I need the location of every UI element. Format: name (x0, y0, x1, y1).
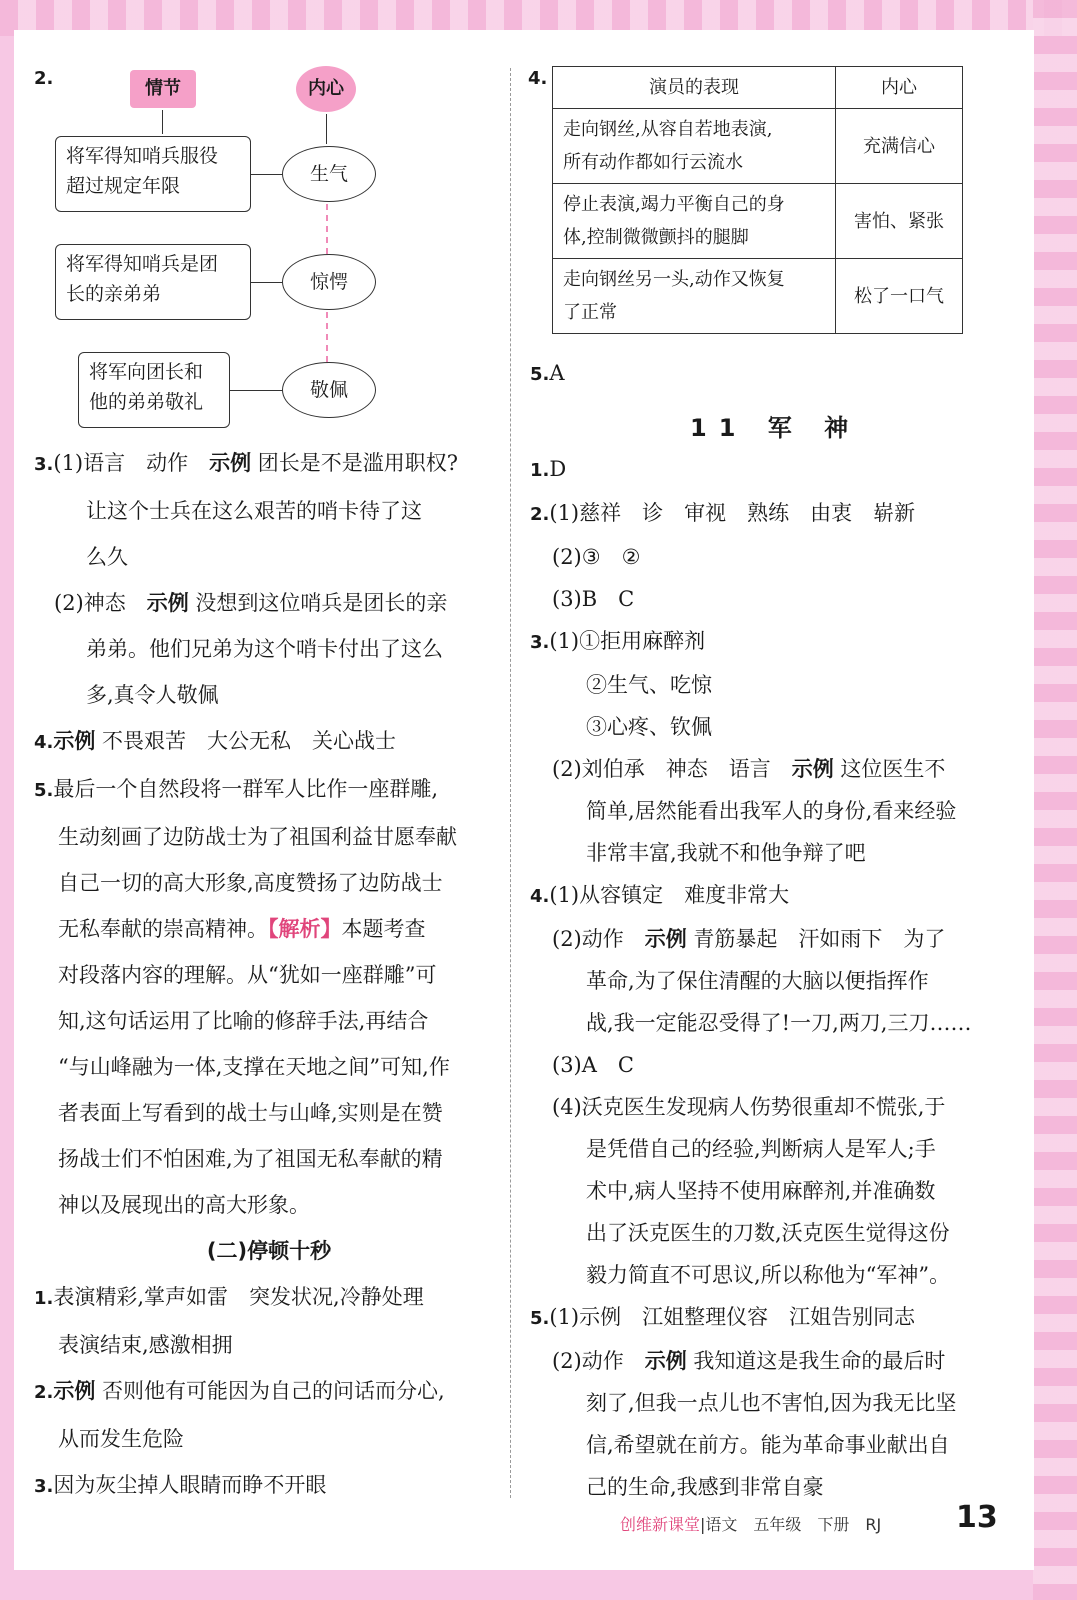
answer-line (530, 748, 1000, 790)
diagram-feeling-oval: 敬佩 (282, 362, 376, 418)
answer-line (530, 1254, 1000, 1296)
cell-text: 走向钢丝,从容自若地表演, (563, 119, 773, 140)
cell-text: 体,控制微微颤抖的腿脚 (563, 227, 749, 248)
question-number: 1. (34, 1288, 54, 1309)
diagram-connector (251, 282, 283, 283)
diagram-connector (230, 390, 283, 391)
answer-line (34, 626, 504, 672)
answer-text: 革命,为了保住清醒的大脑以便指挥作 (586, 969, 929, 993)
answer-text: 己的生命,我感到非常自豪 (586, 1475, 824, 1499)
answer-text: 么久 (86, 545, 128, 569)
answer-text: 生动刻画了边防战士为了祖国利益甘愿奉献 (58, 825, 457, 849)
answer-line (34, 440, 504, 488)
answer-text: 毅力简直不可思议,所以称他为“军神”。 (586, 1263, 951, 1287)
answer-line (530, 1002, 1000, 1044)
example-label: 示例 (53, 729, 96, 753)
answer-line (34, 1182, 504, 1228)
diagram-dashed-connector (326, 204, 328, 254)
answer-text: 对段落内容的理解。从“犹如一座群雕”可 (58, 963, 437, 987)
answer-line (34, 1322, 504, 1368)
answer-text: 没想到这位哨兵是团长的亲 (188, 591, 448, 615)
answer-line (530, 1212, 1000, 1254)
answer-text: 战,我一定能忍受得了!一刀,两刀,三刀…… (586, 1011, 972, 1035)
diagram-plot-text: 将军向团长和 (89, 361, 204, 383)
answer-text: (3)B C (552, 587, 635, 611)
question-number: 5. (34, 780, 54, 801)
table-header: 演员的表现 (553, 67, 836, 109)
answer-text: 团长是不是滥用职权? (251, 451, 459, 475)
section-title: (二)停顿十秒 (206, 1239, 332, 1263)
answer-text: 信,希望就在前方。能为革命事业献出自 (586, 1433, 950, 1457)
diagram-connector (326, 114, 327, 144)
answer-text: (1)语言 动作 (53, 451, 210, 475)
answer-text: “与山峰融为一体,支撑在天地之间”可知,作 (58, 1055, 450, 1079)
footer-info: |语文 五年级 下册 RJ (700, 1515, 882, 1534)
answer-text: 从而发生危险 (58, 1427, 184, 1451)
analysis-label: 【解析】 (268, 917, 342, 941)
answer-text: (1)慈祥 诊 审视 熟练 由衷 崭新 (549, 501, 916, 525)
answer-text: 因为灰尘掉人眼睛而睁不开眼 (53, 1473, 327, 1497)
answer-text: (2)动作 (552, 1349, 645, 1373)
answer-text: 表演结束,感激相拥 (58, 1333, 233, 1357)
table-cell (553, 259, 836, 334)
diagram-tag-heart: 内心 (296, 66, 356, 112)
answer-text: 表演精彩,掌声如雷 突发状况,冷静处理 (53, 1285, 424, 1309)
diagram-connector (251, 174, 283, 175)
diagram-plot-text: 将军得知哨兵是团 (66, 253, 219, 275)
table-row (553, 259, 963, 334)
answer-line (530, 1382, 1000, 1424)
question-number: 4. (528, 68, 548, 89)
answer-text: 简单,居然能看出我军人的身份,看来经验 (586, 799, 957, 823)
answer-line (530, 448, 1000, 492)
table-cell (553, 184, 836, 259)
answer-text: 出了沃克医生的刀数,沃克医生觉得这份 (586, 1221, 950, 1245)
answer-line (34, 1462, 504, 1510)
example-label: 示例 (644, 1349, 687, 1373)
answer-line (34, 814, 504, 860)
answer-line (530, 960, 1000, 1002)
answer-line (34, 952, 504, 998)
diagram-tag-plot: 情节 (130, 70, 196, 108)
question-number: 4. (530, 886, 550, 907)
question-number: 3. (34, 454, 54, 475)
decorative-border-right (1033, 0, 1077, 1600)
answer-text: (2)神态 (54, 591, 147, 615)
answer-line (34, 1274, 504, 1322)
table-cell (553, 109, 836, 184)
answer-text: (3)A C (552, 1053, 634, 1077)
answer-line (34, 860, 504, 906)
answer-text: D (549, 457, 567, 481)
answer-text: 扬战士们不怕困难,为了祖国无私奉献的精 (58, 1147, 443, 1171)
answer-text: 多,真令人敬佩 (86, 683, 219, 707)
answer-line (34, 1044, 504, 1090)
answer-line (530, 832, 1000, 874)
diagram-feeling-oval: 惊愕 (282, 254, 376, 310)
answer-text: 让这个士兵在这么艰苦的哨卡待了这 (86, 499, 422, 523)
answer-line (34, 534, 504, 580)
diagram-plot-text: 长的亲弟弟 (66, 283, 162, 305)
table-header-row (553, 67, 963, 109)
answer-text: ②生气、吃惊 (586, 673, 712, 697)
answer-line (530, 1340, 1000, 1382)
answer-text: 者表面上写看到的战士与山峰,实则是在赞 (58, 1101, 443, 1125)
answer-line (530, 790, 1000, 832)
diagram-dashed-connector (326, 312, 328, 362)
question-number: 4. (34, 732, 54, 753)
diagram-plot-box (55, 244, 251, 320)
cell-text: 走向钢丝另一头,动作又恢复 (563, 269, 785, 290)
answer-line (34, 718, 504, 766)
example-label: 示例 (146, 591, 189, 615)
answer-line (530, 1466, 1000, 1508)
cell-text: 了正常 (563, 302, 617, 323)
question-number: 1. (530, 460, 550, 481)
table-row (553, 109, 963, 184)
answer-line (530, 1086, 1000, 1128)
diagram-connector (162, 110, 163, 134)
diagram-plot-box (55, 136, 251, 212)
question-number: 2. (34, 1382, 54, 1403)
answer-line (530, 1128, 1000, 1170)
answer-text: (1)从容镇定 难度非常大 (549, 883, 790, 907)
answer-text: A (549, 361, 565, 385)
answer-line (34, 1368, 504, 1416)
answer-line (530, 620, 1000, 664)
answer-text: 自己一切的高大形象,高度赞扬了边防战士 (58, 871, 443, 895)
table-cell: 害怕、紧张 (836, 184, 963, 259)
answer-text: (2)刘伯承 神态 语言 (552, 757, 792, 781)
example-label: 示例 (644, 927, 687, 951)
cell-text: 所有动作都如行云流水 (563, 152, 743, 173)
answer-text: (4)沃克医生发现病人伤势很重却不慌张,于 (552, 1095, 946, 1119)
answer-line (34, 766, 504, 814)
question-number: 2. (530, 504, 550, 525)
diagram-plot-text: 将军得知哨兵服役 (66, 145, 219, 167)
answer-line (34, 488, 504, 534)
answer-text: ③心疼、钦佩 (586, 715, 712, 739)
answer-line (34, 672, 504, 718)
lesson-title: 11 军 神 (690, 414, 861, 442)
example-label: 示例 (53, 1379, 96, 1403)
diagram-plot-text: 超过规定年限 (66, 175, 181, 197)
performance-table (552, 66, 963, 334)
page-number: 13 (956, 1500, 998, 1535)
answer-line (530, 1044, 1000, 1086)
table-header: 内心 (836, 67, 963, 109)
answer-text: 术中,病人坚持不使用麻醉剂,并准确数 (586, 1179, 936, 1203)
answer-line (530, 918, 1000, 960)
table-row (553, 184, 963, 259)
example-label: 示例 (791, 757, 834, 781)
question-number: 3. (34, 1476, 54, 1497)
answer-text: 神以及展现出的高大形象。 (58, 1193, 310, 1217)
answer-text: 不畏艰苦 大公无私 关心战士 (95, 729, 397, 753)
answer-line (34, 1136, 504, 1182)
diagram-feeling-oval: 生气 (282, 146, 376, 202)
answer-text: 是凭借自己的经验,判断病人是军人;手 (586, 1137, 936, 1161)
example-label: 示例 (209, 451, 252, 475)
answer-text: 弟弟。他们兄弟为这个哨卡付出了这么 (86, 637, 443, 661)
answer-line (34, 1416, 504, 1462)
answer-line (530, 350, 565, 398)
column-divider (510, 68, 511, 1498)
answer-text: (1)示例 江姐整理仪容 江姐告别同志 (549, 1305, 916, 1329)
answer-text: 刻了,但我一点儿也不害怕,因为我无比坚 (586, 1391, 957, 1415)
answer-line (530, 664, 1000, 706)
answer-text: 知,这句话运用了比喻的修辞手法,再结合 (58, 1009, 429, 1033)
answer-text: (1)①拒用麻醉剂 (549, 629, 706, 653)
question-number: 3. (530, 632, 550, 653)
table-cell: 松了一口气 (836, 259, 963, 334)
answer-line (34, 906, 504, 952)
answer-text: 我知道这是我生命的最后时 (686, 1349, 946, 1373)
answer-line (530, 1424, 1000, 1466)
left-answers (34, 440, 504, 1510)
answer-line (530, 706, 1000, 748)
footer-brand: 创维新课堂 (620, 1515, 701, 1534)
answer-line (530, 1170, 1000, 1212)
answer-line (530, 536, 1000, 578)
page-footer (620, 1512, 881, 1535)
answer-line (530, 874, 1000, 918)
answer-text: 本题考查 (341, 917, 426, 941)
answer-text: (2)③ ② (552, 545, 641, 569)
answer-line (34, 998, 504, 1044)
answer-text: 否则他有可能因为自己的问话而分心, (95, 1379, 445, 1403)
answer-text: 非常丰富,我就不和他争辩了吧 (586, 841, 866, 865)
answer-text: 最后一个自然段将一群军人比作一座群雕, (53, 777, 439, 801)
diagram-plot-text: 他的弟弟敬礼 (89, 391, 204, 413)
diagram-plot-box (78, 352, 230, 428)
answer-text: 无私奉献的崇高精神。 (58, 917, 268, 941)
answer-line (530, 578, 1000, 620)
answer-line (530, 492, 1000, 536)
answer-text: 这位医生不 (833, 757, 946, 781)
answer-line (530, 1296, 1000, 1340)
answer-line (34, 1090, 504, 1136)
answer-line (34, 580, 504, 626)
question-number: 5. (530, 1308, 550, 1329)
question-number: 2. (34, 68, 54, 89)
answer-text: 青筋暴起 汗如雨下 为了 (686, 927, 946, 951)
right-answers (530, 448, 1000, 1508)
question-number: 5. (530, 364, 550, 385)
table-cell: 充满信心 (836, 109, 963, 184)
cell-text: 停止表演,竭力平衡自己的身 (563, 194, 785, 215)
answer-text: (2)动作 (552, 927, 645, 951)
